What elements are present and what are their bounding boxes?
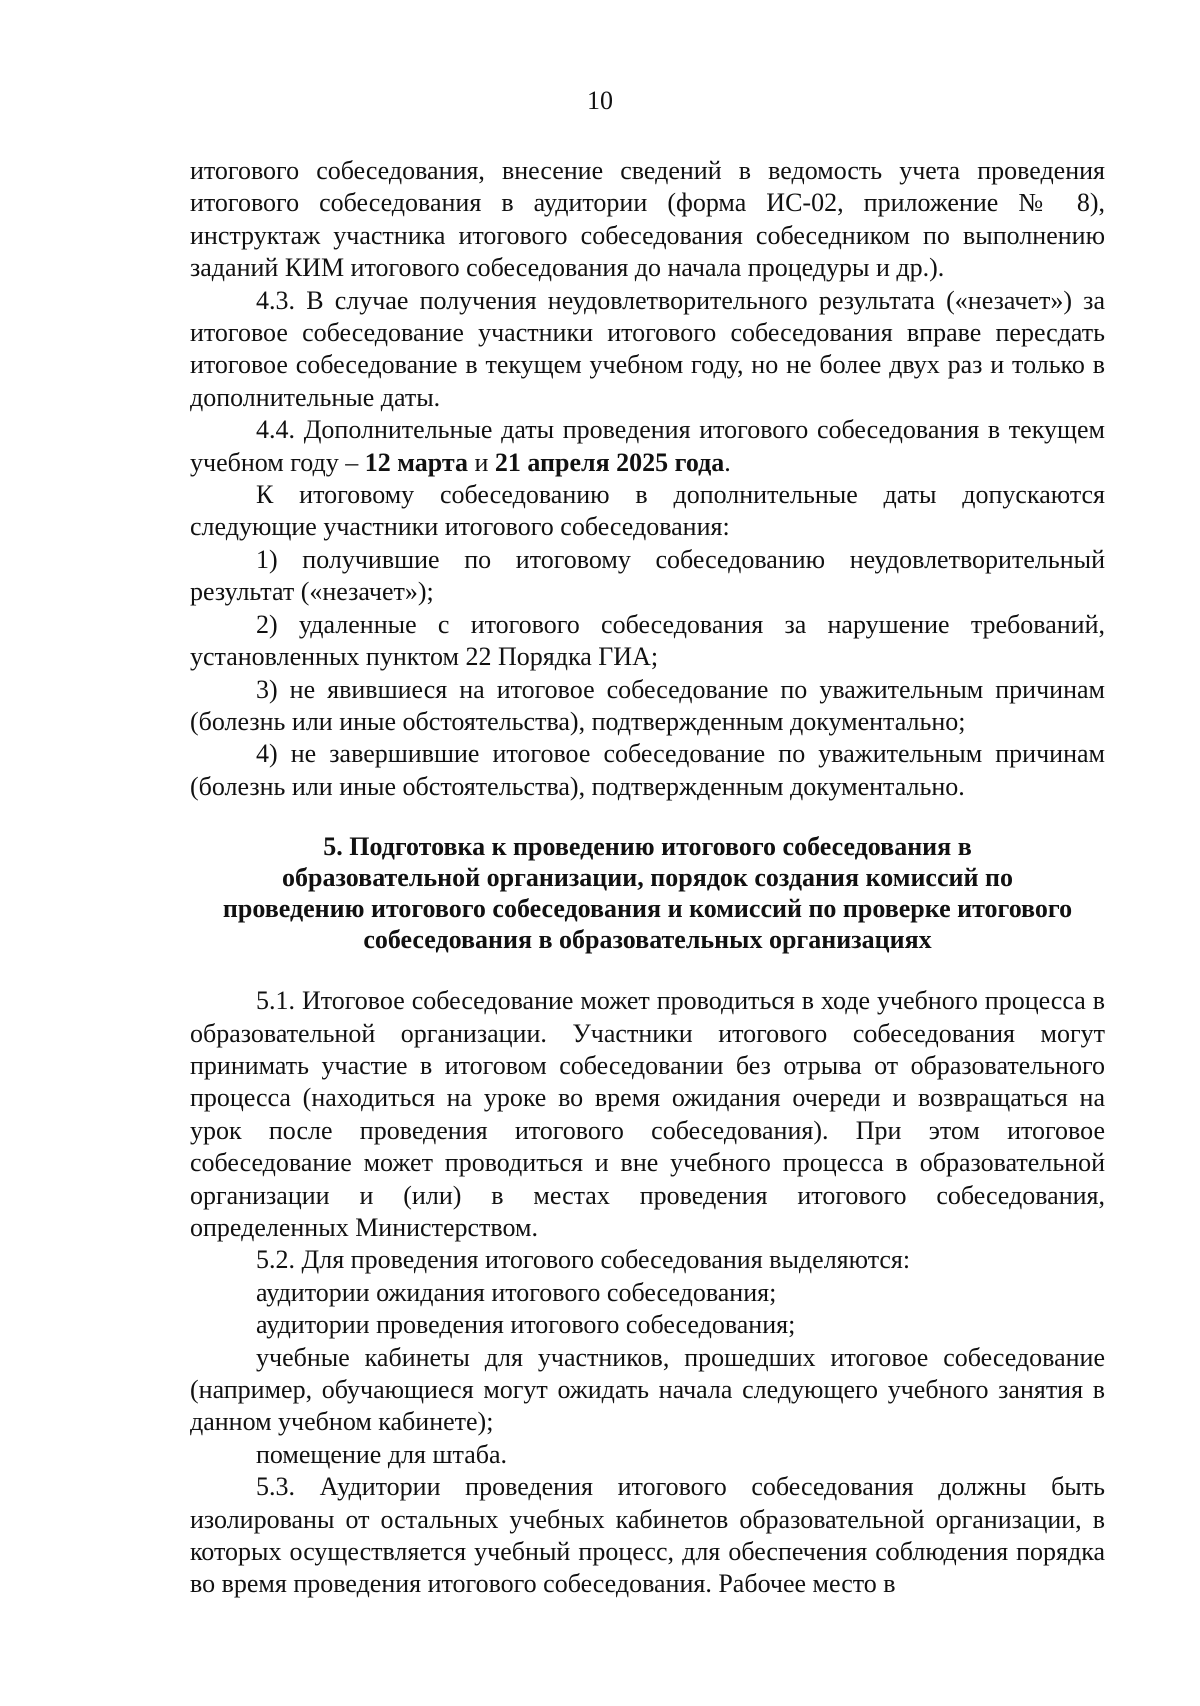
list-item: 4) не завершившие итоговое собеседование по уважительным причинам (болезнь или иные обстоятельства), подтвержденным документально. (190, 739, 1105, 801)
list-item: 2) удаленные с итогового собеседования за нарушение требований, установленных пунктом 22 Порядка ГИА; (190, 609, 1105, 672)
heading-line: проведению итогового собеседования и комиссий по проверке итогового (222, 894, 1073, 924)
section-heading (190, 831, 1105, 955)
date-march: 12 марта (364, 447, 468, 477)
paragraph-4-3: 4.3. В случае получения неудовлетворительного результата («незачет») за итоговое собеседование участники итогового собеседования вправе пересдать итоговое собеседование в текущем учебном году, но не более двух раз и только в дополнительные даты. (190, 285, 1105, 412)
paragraph-4-4-and: и (467, 447, 495, 477)
list-item: учебные кабинеты для участников, прошедших итоговое собеседование (например, обучающиеся могут ожидать начала следующего учебного занятия в данном учебном кабинете); (190, 1342, 1105, 1437)
heading-line: 5. Подготовка к проведению итогового собеседования в (323, 832, 972, 862)
paragraph-5-1: 5.1. Итоговое собеседование может проводиться в ходе учебного процесса в образовательной организации. Участники итогового собеседования могут принимать участие в итоговом собеседовании без отрыва от образовательного процесса (находиться на уроке во время ожидания очереди и возвращаться на урок после проведения итогового собеседования). При этом итоговое собеседование может проводиться и вне учебного процесса в образовательной организации и (или) в местах проведения итогового собеседования, определенных Министерством. (190, 986, 1105, 1242)
date-april: 21 апреля 2025 года (494, 447, 725, 477)
paragraph-4-4-text: 4.4. Дополнительные даты проведения итогового собеседования в текущем учебном году – (190, 415, 1105, 477)
paragraph-4-4-end: . (724, 447, 731, 477)
paragraph-admission: К итоговому собеседованию в дополнительные даты допускаются следующие участники итогового собеседования: (190, 480, 1105, 542)
list-item: 3) не явившиеся на итоговое собеседование по уважительным причинам (болезнь или иные обстоятельства), подтвержденным документально; (190, 674, 1105, 736)
list-item: аудитории проведения итогового собеседования; (256, 1310, 796, 1340)
paragraph-5-2: 5.2. Для проведения итогового собеседования выделяются: (256, 1245, 911, 1275)
document-body (190, 155, 1105, 1601)
paragraph-continuation: итогового собеседования, внесение сведений в ведомость учета проведения итогового собеседования в аудитории (форма ИС-02, приложение № 8), инструктаж участника итогового собеседования собеседником по выполнению заданий КИМ итогового собеседования до начала процедуры и др.). (190, 156, 1105, 283)
heading-line: образовательной организации, порядок создания комиссий по (282, 863, 1013, 893)
paragraph-4-4 (190, 414, 1105, 479)
list-item: 1) получившие по итоговому собеседованию неудовлетворительный результат («незачет»); (190, 544, 1105, 607)
page-number: 10 (587, 86, 613, 115)
list-item: аудитории ожидания итогового собеседования; (256, 1277, 777, 1307)
heading-line: собеседования в образовательных организациях (363, 925, 932, 955)
paragraph-5-3: 5.3. Аудитории проведения итогового собеседования должны быть изолированы от остальных учебных кабинетов образовательной организации, в которых осуществляется учебный процесс, для обеспечения соблюдения порядка во время проведения итогового собеседования. Рабочее место в (190, 1472, 1105, 1599)
list-item: помещение для штаба. (256, 1439, 508, 1469)
